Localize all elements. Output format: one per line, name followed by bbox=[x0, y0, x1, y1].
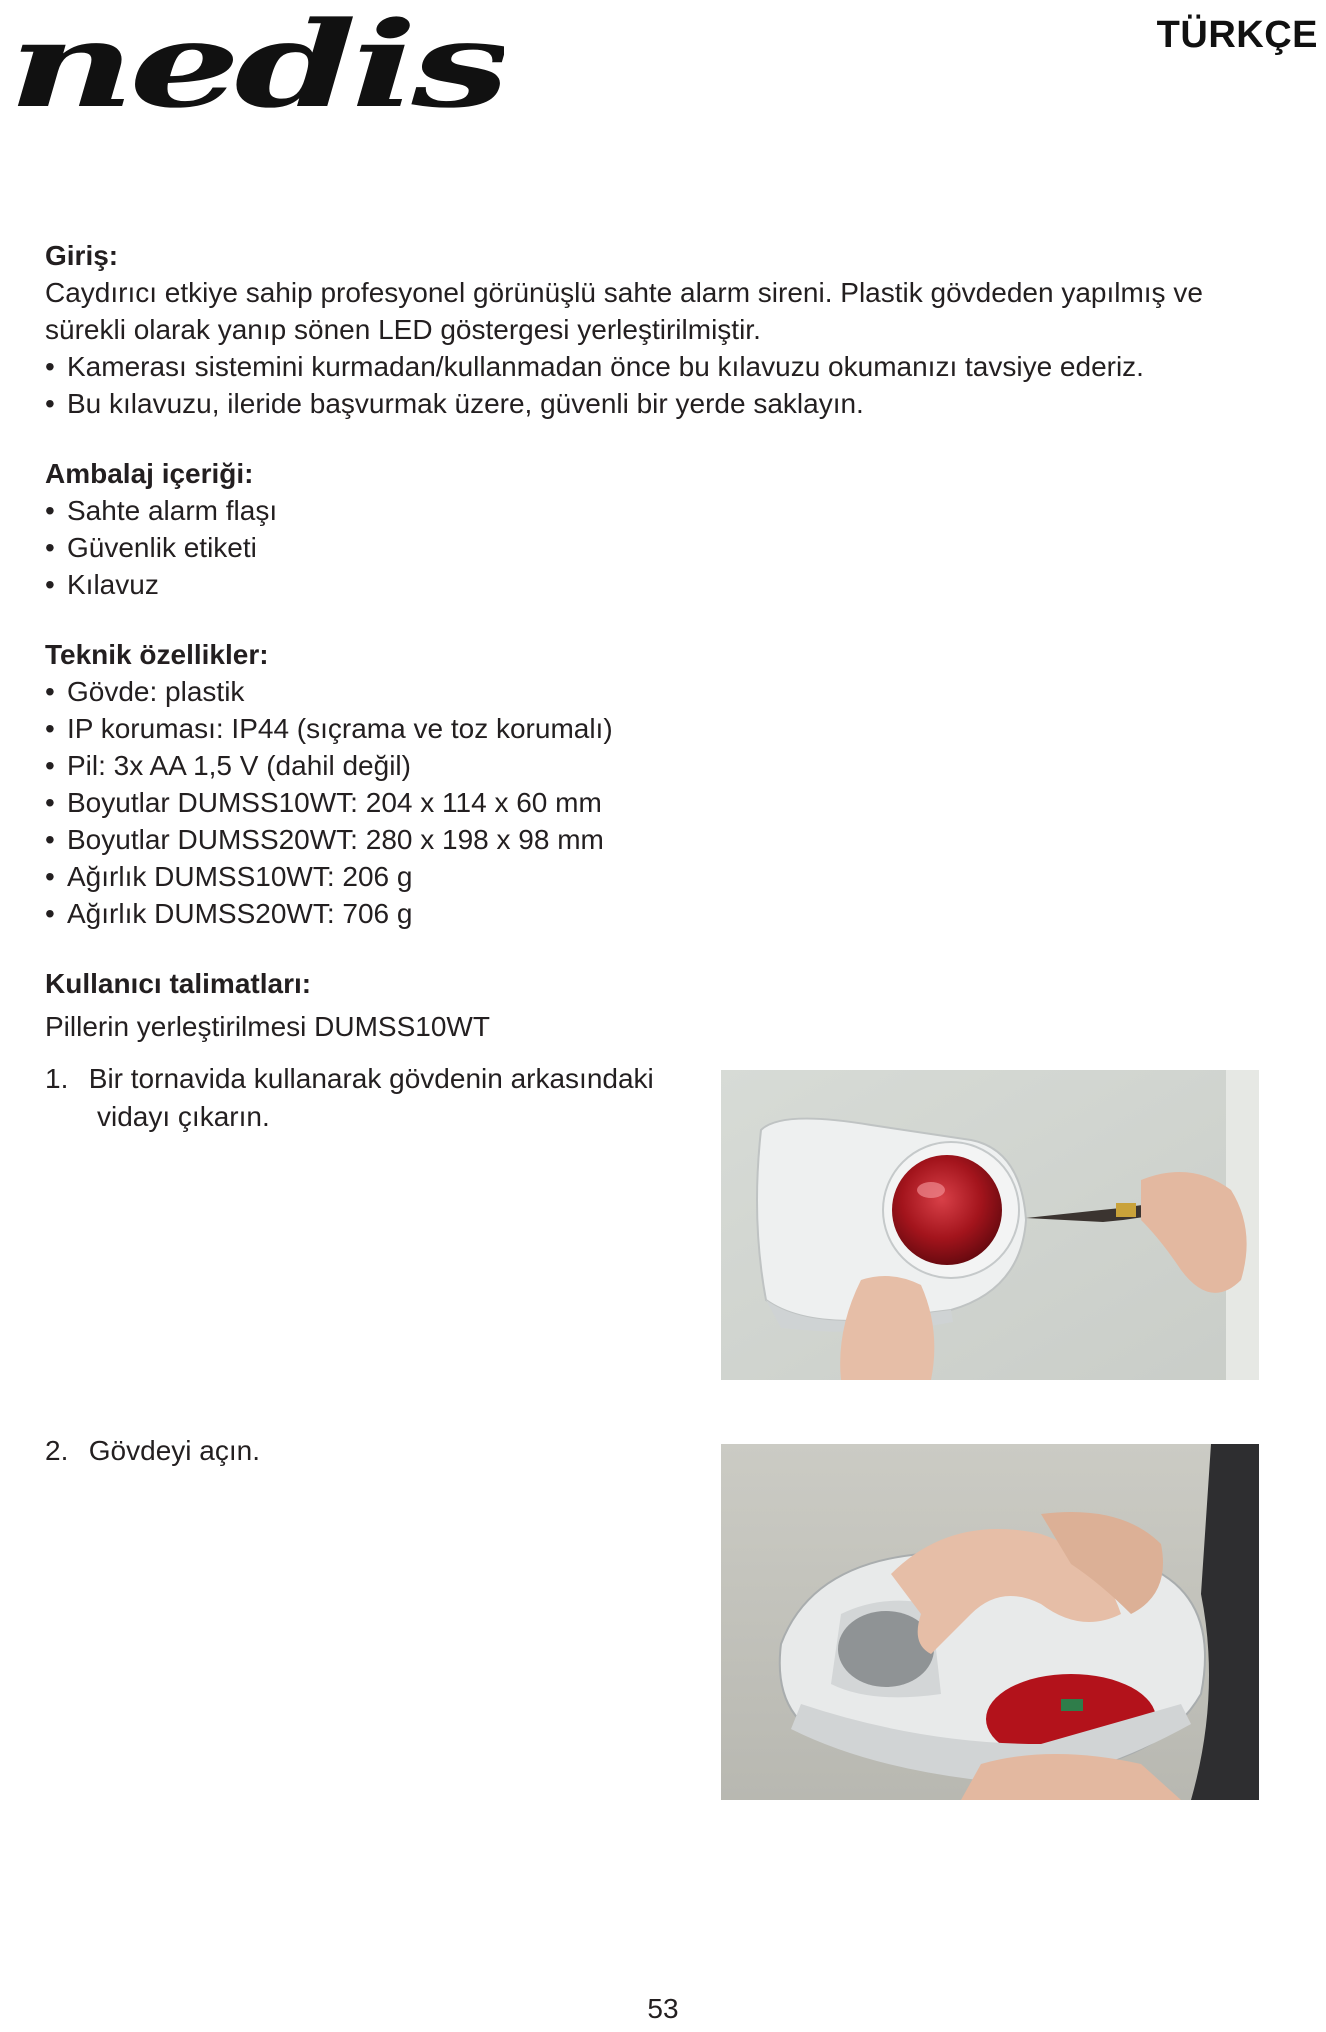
instructions-section bbox=[45, 966, 1285, 1045]
step-1 bbox=[45, 1060, 685, 1136]
intro-bullets bbox=[45, 348, 1285, 422]
list-item: • Güvenlik etiketi bbox=[45, 532, 257, 563]
package-list bbox=[45, 492, 1285, 603]
list-item: • Pil: 3x AA 1,5 V (dahil değil) bbox=[45, 750, 411, 781]
step-number: 1. bbox=[45, 1063, 69, 1094]
list-item: • Boyutlar DUMSS20WT: 280 x 198 x 98 mm bbox=[45, 824, 604, 855]
intro-text-line1: Caydırıcı etkiye sahip profesyonel görünüşlü sahte alarm sireni. Plastik gövdeden yapılmış ve bbox=[45, 277, 1203, 308]
specs-list bbox=[45, 673, 1285, 932]
instructions-subheading: Pillerin yerleştirilmesi DUMSS10WT bbox=[45, 1011, 490, 1042]
intro-heading: Giriş: bbox=[45, 240, 119, 271]
intro-section bbox=[45, 238, 1285, 422]
nedis-logo bbox=[8, 6, 504, 134]
list-item: • Kılavuz bbox=[45, 569, 159, 600]
list-item: • Gövde: plastik bbox=[45, 676, 245, 707]
list-item: • Kamerası sistemini kurmadan/kullanmadan önce bu kılavuzu okumanızı tavsiye ederiz. bbox=[45, 351, 1144, 382]
photo-remove-screw bbox=[721, 1070, 1259, 1380]
step-number: 2. bbox=[45, 1435, 69, 1466]
list-item: • Boyutlar DUMSS10WT: 204 x 114 x 60 mm bbox=[45, 787, 602, 818]
specs-section bbox=[45, 637, 1285, 932]
page-number: 53 bbox=[647, 1993, 679, 2024]
photo-open-housing bbox=[721, 1444, 1259, 1800]
document-body bbox=[45, 238, 1285, 1045]
list-item: • Bu kılavuzu, ileride başvurmak üzere, güvenli bir yerde saklayın. bbox=[45, 388, 864, 419]
instructions-heading: Kullanıcı talimatları: bbox=[45, 968, 312, 999]
step-2 bbox=[45, 1432, 685, 1470]
list-item: • Ağırlık DUMSS20WT: 706 g bbox=[45, 898, 413, 929]
intro-text-line2: sürekli olarak yanıp sönen LED göstergesi yerleştirilmiştir. bbox=[45, 314, 761, 345]
step-text-line2: vidayı çıkarın. bbox=[97, 1101, 270, 1132]
step-text-line1: Bir tornavida kullanarak gövdenin arkasındaki bbox=[88, 1063, 654, 1094]
package-section bbox=[45, 456, 1285, 603]
specs-heading: Teknik özellikler: bbox=[45, 639, 269, 670]
list-item: • Ağırlık DUMSS10WT: 206 g bbox=[45, 861, 413, 892]
list-item: • IP koruması: IP44 (sıçrama ve toz korumalı) bbox=[45, 713, 613, 744]
list-item: • Sahte alarm flaşı bbox=[45, 495, 278, 526]
package-heading: Ambalaj içeriği: bbox=[45, 458, 254, 489]
logo-text: nedis bbox=[8, 6, 504, 134]
language-label: TÜRKÇE bbox=[1156, 14, 1318, 56]
step-text-line1: Gövdeyi açın. bbox=[88, 1435, 260, 1466]
